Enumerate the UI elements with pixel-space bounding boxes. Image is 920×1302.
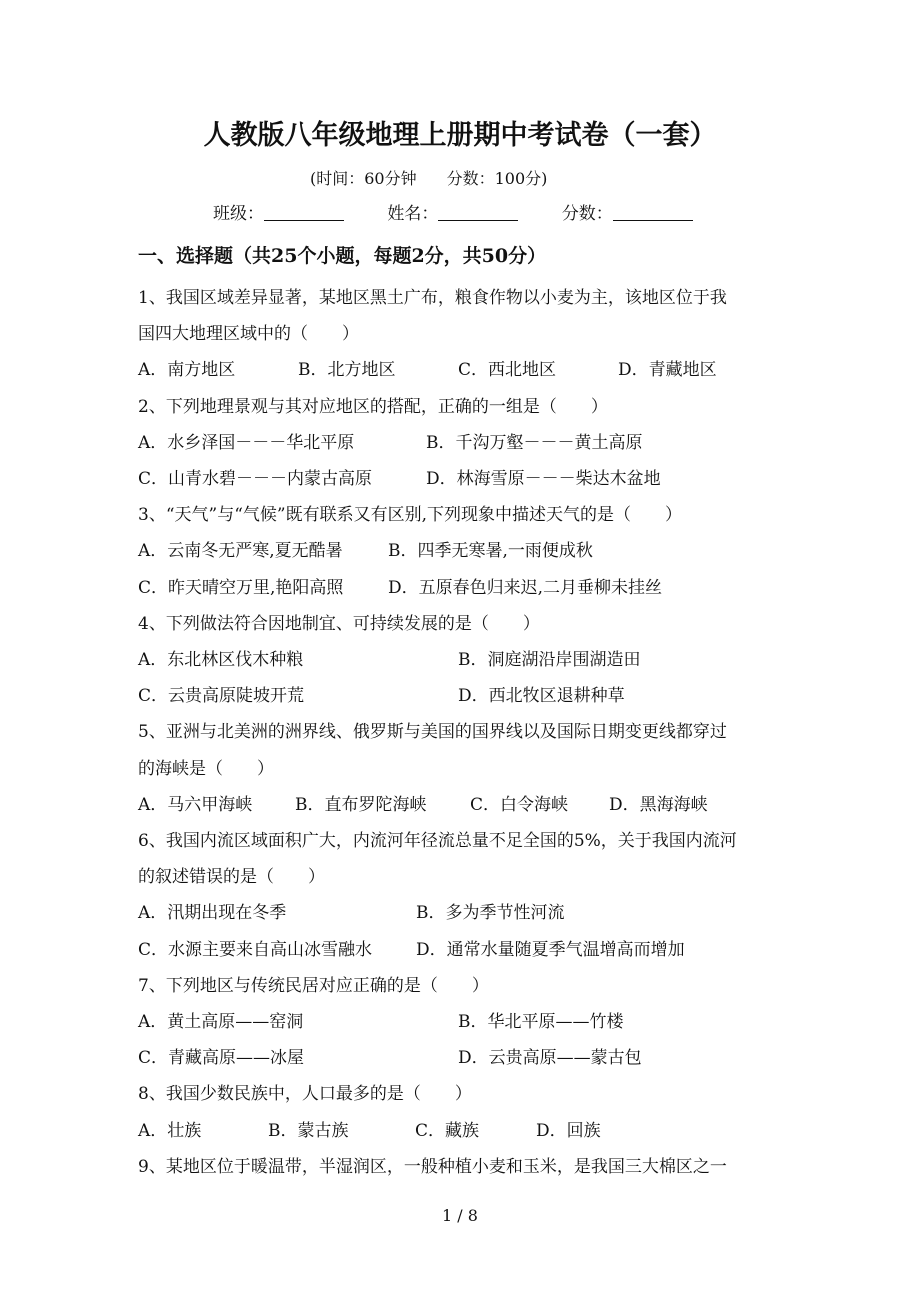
name-blank[interactable]	[438, 202, 518, 221]
class-label: 班级：	[213, 204, 264, 224]
question-line: 的叙述错误的是（ ）	[138, 867, 325, 888]
name-label: 姓名：	[387, 204, 439, 224]
option-a[interactable]: A．黄土高原——窑洞	[138, 1012, 304, 1032]
option-d[interactable]: D．回族	[536, 1120, 601, 1141]
option-b[interactable]: D．通常水量随夏季气温增高而增加	[416, 939, 685, 960]
question-line: 的海峡是（ ）	[138, 758, 274, 779]
question-line: 1、我国区域差异显著，某地区黑土广布，粮食作物以小麦为主，该地区位于我	[138, 288, 727, 308]
option-c[interactable]: C．白令海峡	[470, 794, 569, 815]
option-b[interactable]: D．五原春色归来迟,二月垂柳未挂丝	[388, 577, 663, 598]
question-line: 4、下列做法符合因地制宜、可持续发展的是（ ）	[138, 613, 540, 634]
option-a[interactable]: A．汛期出现在冬季	[138, 903, 287, 924]
option-b[interactable]: D．林海雪原－－－柴达木盆地	[426, 469, 661, 489]
option-a[interactable]: C．云贵高原陡坡开荒	[138, 686, 305, 707]
option-a[interactable]: C．水源主要来自高山冰雪融水	[138, 939, 373, 960]
page-number: 1 / 8	[442, 1206, 478, 1225]
option-b[interactable]: B．洞庭湖沿岸围湖造田	[458, 650, 641, 670]
option-a[interactable]: A．东北林区伐木种粮	[138, 650, 304, 670]
exam-title: 人教版八年级地理上册期中考试卷（一套）	[203, 120, 717, 151]
question-line: 5、亚洲与北美洲的洲界线、俄罗斯与美国的国界线以及国际日期变更线都穿过	[138, 722, 727, 743]
class-field	[213, 200, 382, 228]
option-b[interactable]: B．蒙古族	[268, 1120, 349, 1141]
option-a[interactable]: A．云南冬无严寒,夏无酷暑	[138, 541, 343, 562]
question-line: 8、我国少数民族中，人口最多的是（ ）	[138, 1084, 472, 1105]
option-b[interactable]: B．华北平原——竹楼	[458, 1012, 624, 1032]
option-b[interactable]: D．云贵高原——蒙古包	[458, 1048, 642, 1069]
option-d[interactable]: D．黑海海峡	[609, 794, 708, 815]
option-a[interactable]: A．水乡泽国－－－华北平原	[138, 432, 355, 453]
name-field	[387, 200, 556, 228]
section-heading: 一、选择题（共25个小题，每题2分，共50分）	[138, 245, 547, 267]
option-b[interactable]: B．四季无寒暑,一雨便成秋	[388, 541, 593, 562]
option-b[interactable]: B．千沟万壑－－－黄土高原	[426, 432, 643, 453]
option-b[interactable]: D．西北牧区退耕种草	[458, 686, 625, 707]
option-a[interactable]: C．昨天晴空万里,艳阳高照	[138, 577, 344, 598]
option-a[interactable]: C．山青水碧－－－内蒙古高原	[138, 469, 373, 489]
class-blank[interactable]	[264, 202, 344, 221]
option-a[interactable]: A．壮族	[138, 1120, 202, 1141]
score-blank[interactable]	[613, 202, 693, 221]
question-line: 3、“天气”与“气候”既有联系又有区别,下列现象中描述天气的是（ ）	[138, 505, 682, 526]
option-a[interactable]: C．青藏高原——冰屋	[138, 1048, 305, 1069]
option-c[interactable]: C．西北地区	[458, 360, 557, 381]
exam-total-score: 分数：100分)	[446, 169, 548, 188]
score-label: 分数：	[561, 204, 613, 224]
exam-time: (时间：60分钟	[310, 169, 417, 188]
option-b[interactable]: B．多为季节性河流	[416, 903, 565, 924]
option-c[interactable]: C．藏族	[415, 1120, 480, 1141]
option-b[interactable]: B．北方地区	[298, 360, 396, 381]
option-d[interactable]: D．青藏地区	[618, 360, 717, 381]
question-line: 国四大地理区域中的（ ）	[138, 324, 359, 345]
question-line: 6、我国内流区域面积广大，内流河年径流总量不足全国的5%，关于我国内流河	[138, 831, 737, 851]
option-a[interactable]: A．马六甲海峡	[138, 794, 253, 815]
option-b[interactable]: B．直布罗陀海峡	[295, 794, 427, 815]
question-line: 2、下列地理景观与其对应地区的搭配，正确的一组是（ ）	[138, 396, 608, 417]
question-line: 7、下列地区与传统民居对应正确的是（ ）	[138, 975, 489, 996]
score-field	[562, 200, 693, 228]
student-info-row	[213, 200, 693, 228]
exam-meta	[310, 166, 547, 192]
option-a[interactable]: A．南方地区	[138, 360, 236, 381]
question-line: 9、某地区位于暖温带，半湿润区，一般种植小麦和玉米，是我国三大棉区之一	[138, 1156, 727, 1177]
